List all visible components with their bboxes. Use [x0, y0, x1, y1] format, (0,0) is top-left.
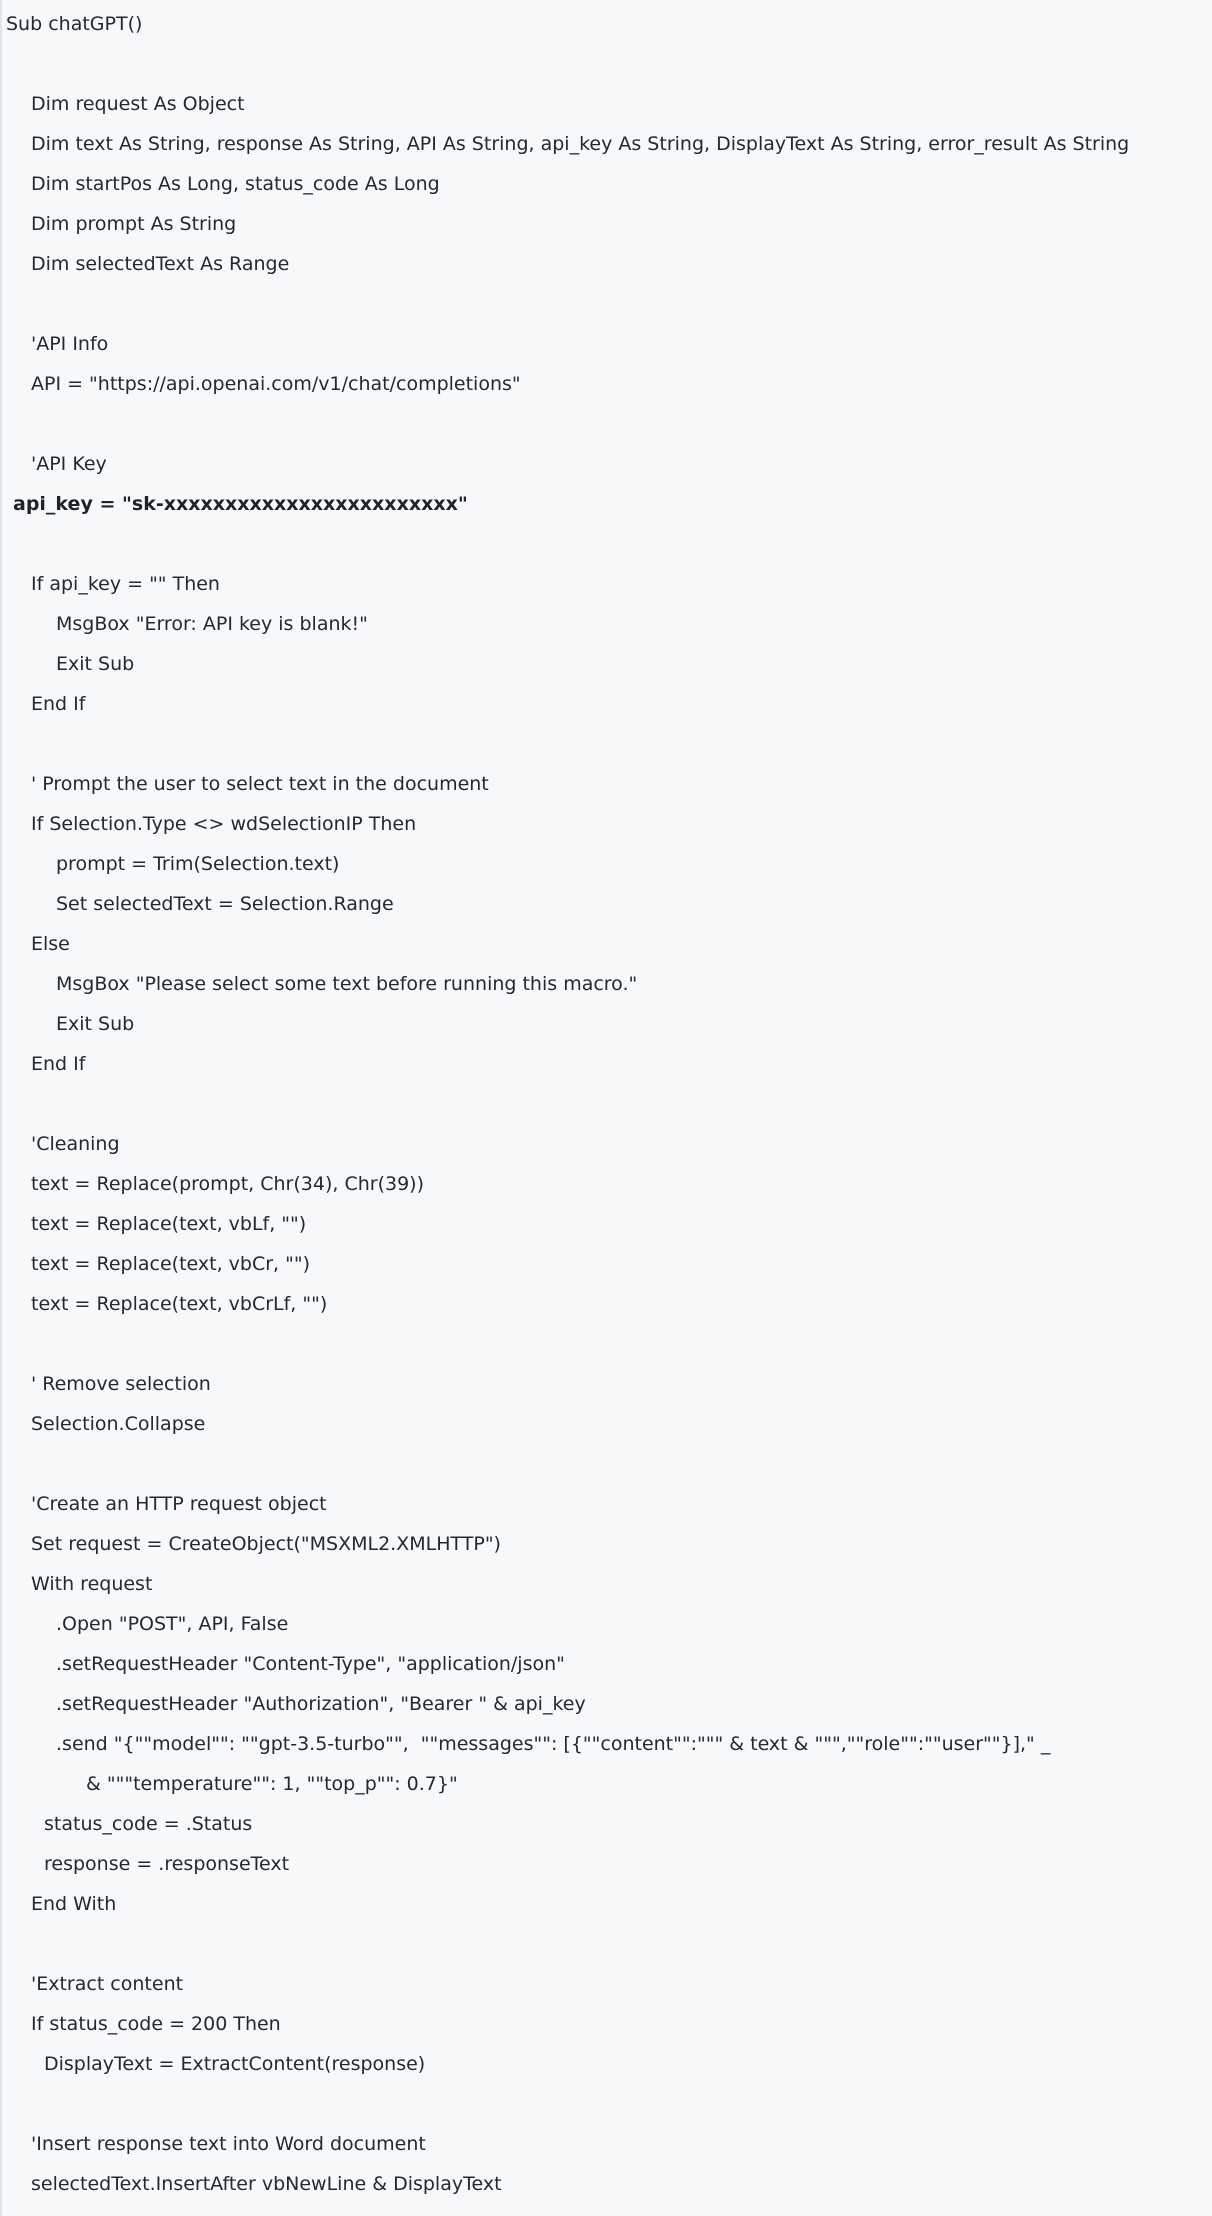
code-line-24: Else — [31, 933, 70, 955]
code-line-9: 'API Info — [31, 333, 109, 355]
code-line-22: prompt = Trim(Selection.text) — [56, 853, 340, 875]
code-line-13: api_key = "sk-xxxxxxxxxxxxxxxxxxxxxxxx" — [13, 493, 468, 515]
code-line-40: With request — [31, 1573, 153, 1595]
code-line-51: If status_code = 200 Then — [31, 2013, 281, 2035]
code-line-52: DisplayText = ExtractContent(response) — [44, 2053, 426, 2075]
code-line-18: End If — [31, 693, 86, 715]
code-line-27: End If — [31, 1053, 86, 1075]
code-line-38: 'Create an HTTP request object — [31, 1493, 327, 1515]
code-line-4: Dim text As String, response As String, API As String, api_key As String, DisplayText As String, error_result As String — [31, 133, 1130, 155]
code-line-30: text = Replace(prompt, Chr(34), Chr(39)) — [31, 1173, 424, 1195]
code-line-10: API = "https://api.openai.com/v1/chat/completions" — [31, 373, 521, 395]
code-line-55: selectedText.InsertAfter vbNewLine & DisplayText — [31, 2173, 502, 2195]
code-line-39: Set request = CreateObject("MSXML2.XMLHTTP") — [31, 1533, 501, 1555]
code-line-1: Sub chatGPT() — [6, 13, 143, 35]
code-line-43: .setRequestHeader "Authorization", "Bearer " & api_key — [56, 1693, 586, 1715]
code-line-6: Dim prompt As String — [31, 213, 237, 235]
code-line-25: MsgBox "Please select some text before running this macro." — [56, 973, 638, 995]
code-line-35: ' Remove selection — [31, 1373, 211, 1395]
code-line-45: & """temperature"": 1, ""top_p"": 0.7}" — [86, 1773, 458, 1795]
code-line-12: 'API Key — [31, 453, 107, 475]
code-line-42: .setRequestHeader "Content-Type", "application/json" — [56, 1653, 565, 1675]
code-line-26: Exit Sub — [56, 1013, 135, 1035]
code-line-20: ' Prompt the user to select text in the document — [31, 773, 489, 795]
code-line-23: Set selectedText = Selection.Range — [56, 893, 394, 915]
code-line-7: Dim selectedText As Range — [31, 253, 290, 275]
code-line-41: .Open "POST", API, False — [56, 1613, 289, 1635]
code-line-46: status_code = .Status — [44, 1813, 253, 1835]
code-line-47: response = .responseText — [44, 1853, 290, 1875]
code-line-36: Selection.Collapse — [31, 1413, 206, 1435]
code-line-21: If Selection.Type <> wdSelectionIP Then — [31, 813, 417, 835]
code-line-17: Exit Sub — [56, 653, 135, 675]
code-line-15: If api_key = "" Then — [31, 573, 220, 595]
code-line-31: text = Replace(text, vbLf, "") — [31, 1213, 307, 1235]
code-line-16: MsgBox "Error: API key is blank!" — [56, 613, 368, 635]
code-line-5: Dim startPos As Long, status_code As Long — [31, 173, 440, 195]
code-line-29: 'Cleaning — [31, 1133, 120, 1155]
code-line-48: End With — [31, 1893, 117, 1915]
code-line-32: text = Replace(text, vbCr, "") — [31, 1253, 310, 1275]
code-line-33: text = Replace(text, vbCrLf, "") — [31, 1293, 328, 1315]
code-line-54: 'Insert response text into Word document — [31, 2133, 426, 2155]
code-line-3: Dim request As Object — [31, 93, 245, 115]
code-line-44: .send "{""model"": ""gpt-3.5-turbo"", ""messages"": [{""content"":""" & text & """,""role"":""user""}]," _ — [56, 1733, 1051, 1755]
code-line-50: 'Extract content — [31, 1973, 184, 1995]
